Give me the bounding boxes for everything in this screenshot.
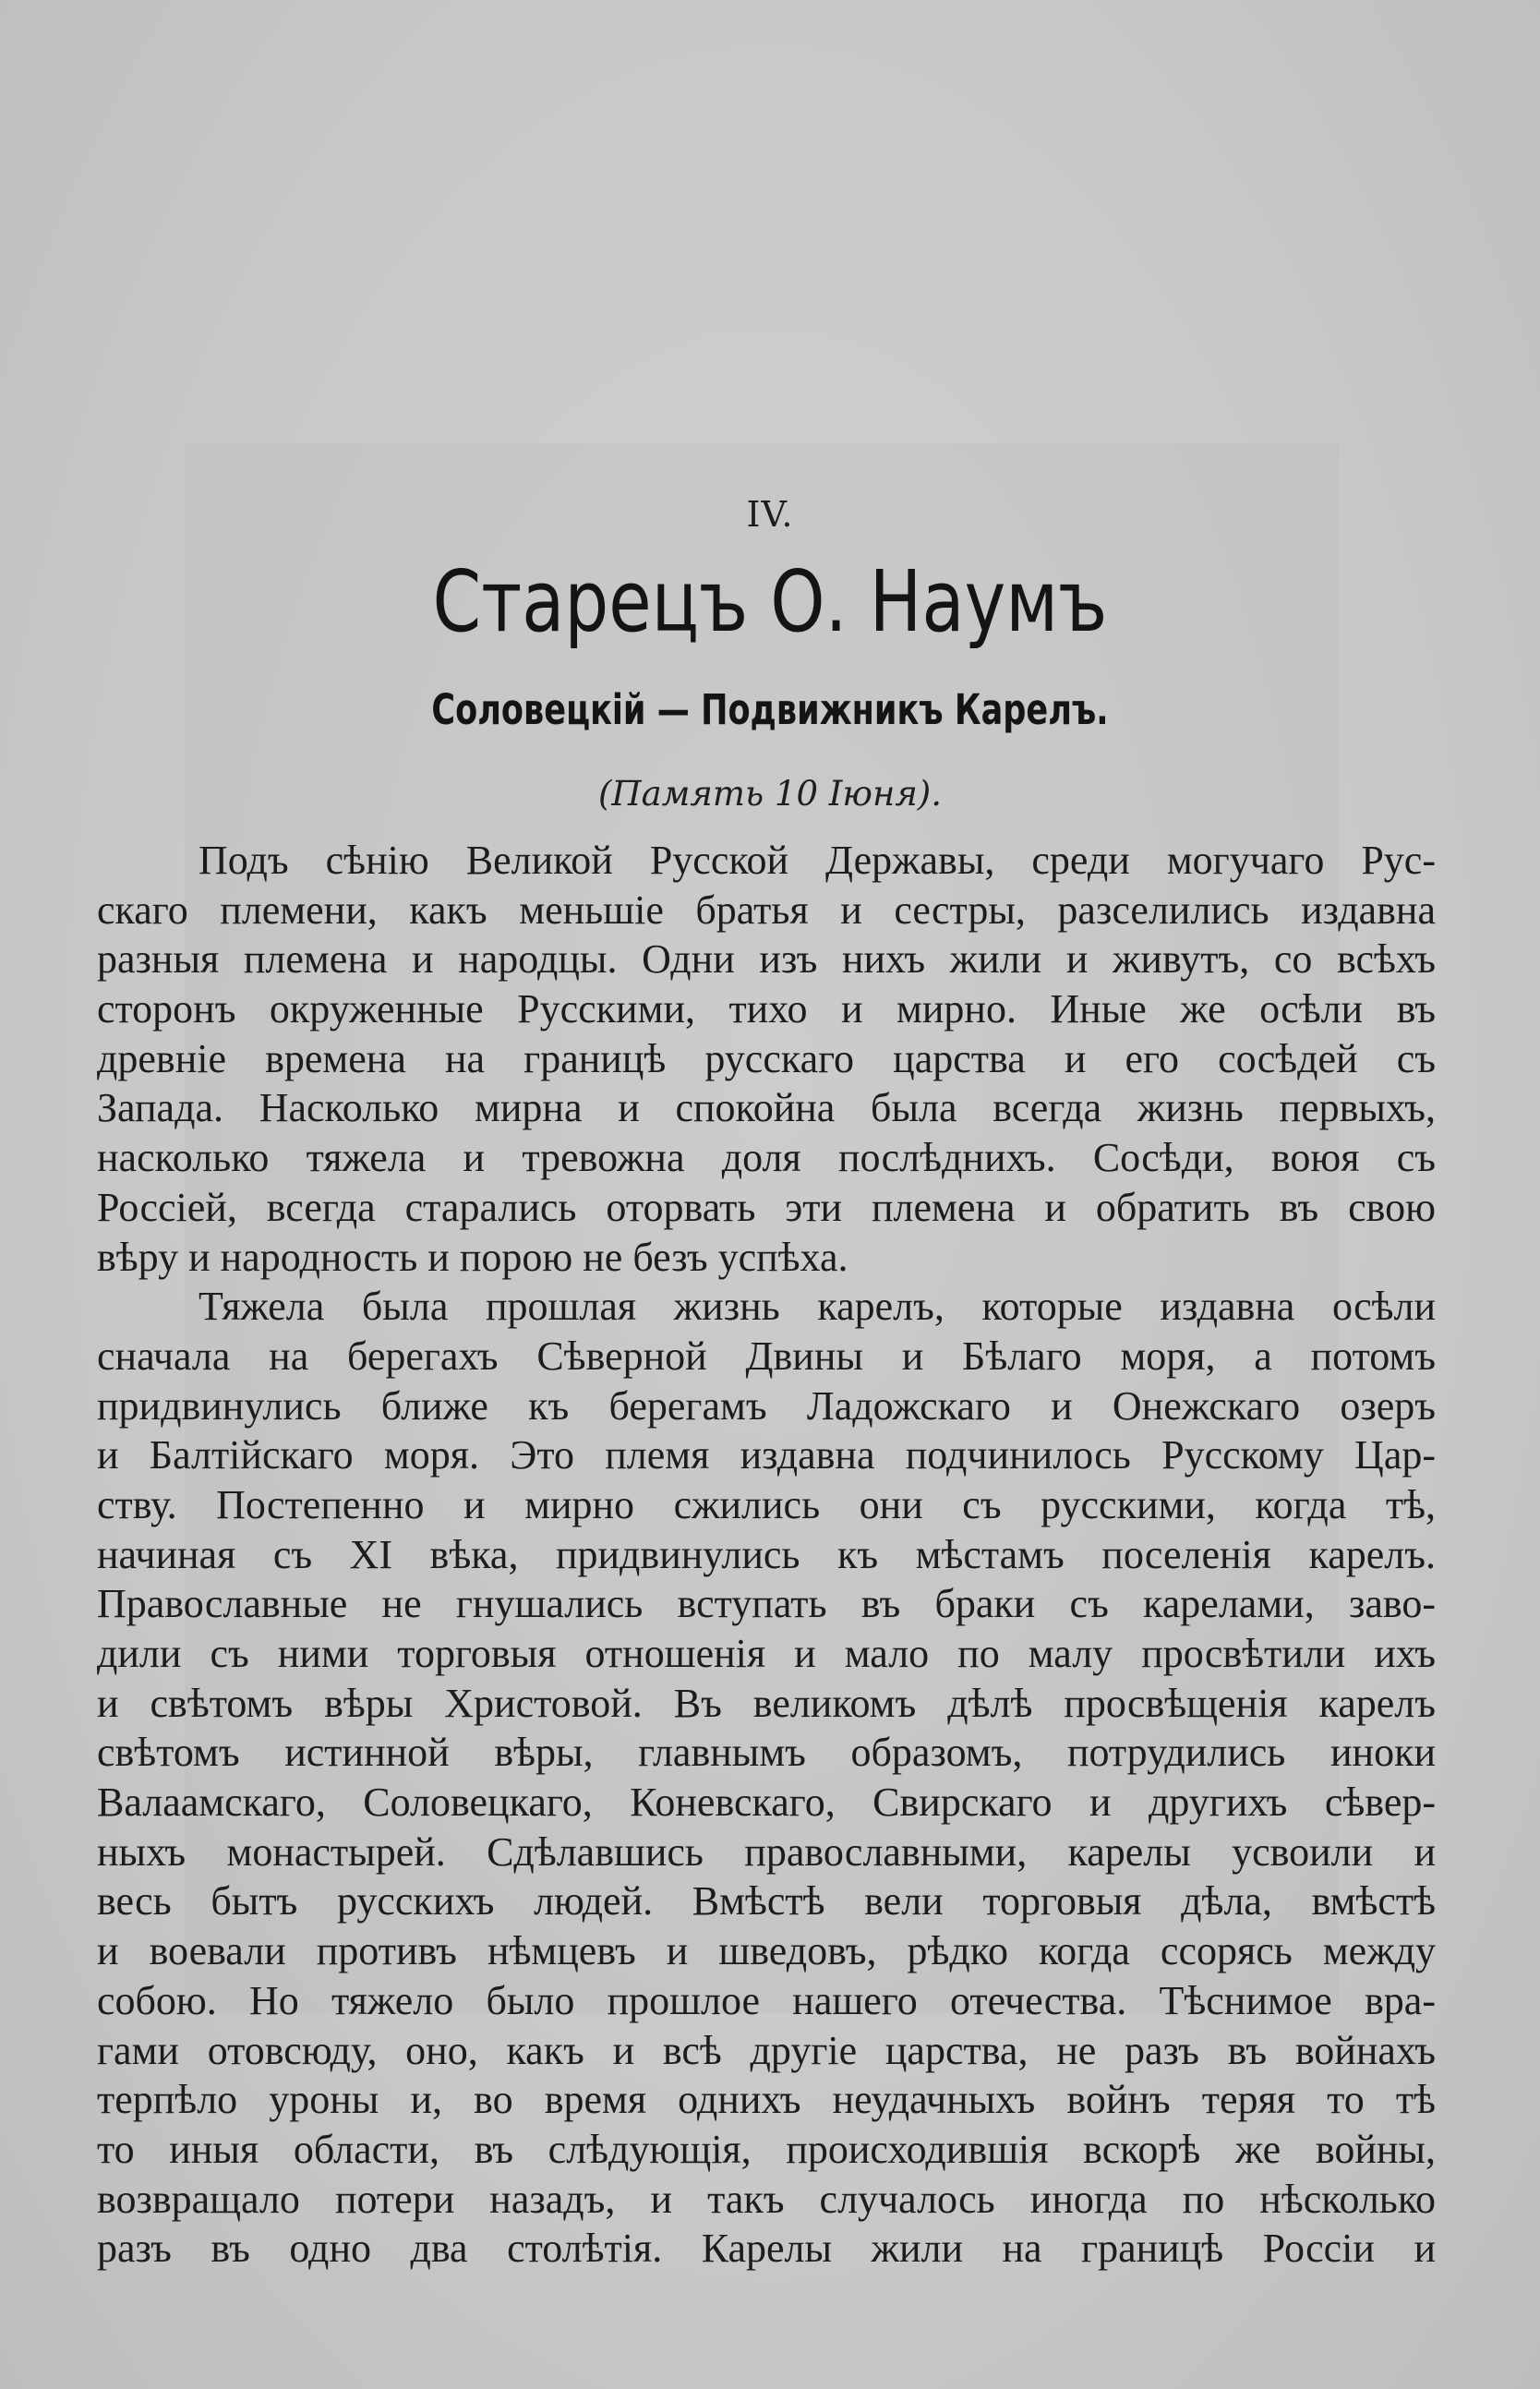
text-line: возвращало потери назадъ, и такъ случалось иногда по нѣсколько	[97, 2176, 1436, 2222]
text-line: Подъ сѣнію Великой Русской Державы, среди могучаго Рус-	[199, 838, 1436, 883]
text-line: скаго племени, какъ меньшіе братья и сестры, разселились издавна	[97, 887, 1436, 933]
text-line: Валаамскаго, Соловецкаго, Коневскаго, Свирскаго и другихъ сѣвер-	[97, 1780, 1436, 1826]
text-line: Запада. Насколько мирна и спокойна была всегда жизнь первыхъ,	[97, 1085, 1436, 1131]
text-line: гами отовсюду, оно, какъ и всѣ другіе царства, не разъ въ войнахъ	[97, 2027, 1436, 2073]
text-line: и Балтійскаго моря. Это племя издавна подчинилось Русскому Цар-	[97, 1432, 1436, 1478]
text-line: свѣтомъ истинной вѣры, главнымъ образомъ, потрудились иноки	[97, 1730, 1436, 1776]
text-line: и воевали противъ нѣмцевъ и шведовъ, рѣдко когда ссорясь между	[97, 1928, 1436, 1974]
text-line: ству. Постепенно и мирно сжились они съ русскими, когда тѣ,	[97, 1481, 1436, 1527]
body-text	[97, 836, 1436, 2274]
text-line: сторонъ окруженные Русскими, тихо и мирно. Иные же осѣли въ	[97, 986, 1436, 1032]
text-line: вѣру и народность и порою не безъ успѣха.	[97, 1234, 848, 1280]
chapter-numeral: IV.	[746, 494, 794, 535]
text-line: дили съ ними торговыя отношенія и мало по малу просвѣтили ихъ	[97, 1631, 1436, 1676]
text-line: собою. Но тяжело было прошлое нашего отечества. Тѣснимое вра-	[97, 1977, 1436, 2023]
text-line: насколько тяжела и тревожна доля послѣднихъ. Сосѣди, воюя съ	[97, 1135, 1436, 1181]
page-subtitle: Соловецкій — Подвижникъ Карелъ.	[431, 685, 1109, 734]
text-line: разъ въ одно два столѣтія. Карелы жили на границѣ Россіи и	[97, 2226, 1436, 2272]
text-line: весь бытъ русскихъ людей. Вмѣстѣ вели торговыя дѣла, вмѣстѣ	[97, 1878, 1436, 1924]
text-line: разныя племена и народцы. Одни изъ нихъ жили и живутъ, со всѣхъ	[97, 936, 1436, 983]
text-line: Россіей, всегда старались оторвать эти племена и обратить въ свою	[97, 1184, 1436, 1230]
text-line: сначала на берегахъ Сѣверной Двины и Бѣлаго моря, а потомъ	[97, 1333, 1436, 1379]
commemoration-date: (Память 10 Іюня).	[597, 774, 943, 814]
text-line: терпѣло уроны и, во время однихъ неудачныхъ войнъ теряя то тѣ	[97, 2077, 1436, 2123]
text-line: Тяжела была прошлая жизнь карелъ, которые издавна осѣли	[199, 1284, 1436, 1330]
text-line: начиная съ XI вѣка, придвинулись къ мѣстамъ поселенія карелъ.	[97, 1531, 1436, 1577]
text-line: придвинулись ближе къ берегамъ Ладожскаго и Онежскаго озеръ	[97, 1382, 1436, 1429]
text-line: то иныя области, въ слѣдующія, происходившія вскорѣ же войны,	[97, 2126, 1436, 2172]
text-line: Православные не гнушались вступать въ браки съ карелами, заво-	[97, 1581, 1436, 1627]
text-line: и свѣтомъ вѣры Христовой. Въ великомъ дѣлѣ просвѣщенія карелъ	[97, 1680, 1436, 1726]
text-line: древніе времена на границѣ русскаго царства и его сосѣдей съ	[97, 1035, 1436, 1081]
page-title: Старецъ О. Наумъ	[432, 552, 1108, 651]
text-line: ныхъ монастырей. Сдѣлавшись православными, карелы усвоили и	[97, 1828, 1436, 1875]
